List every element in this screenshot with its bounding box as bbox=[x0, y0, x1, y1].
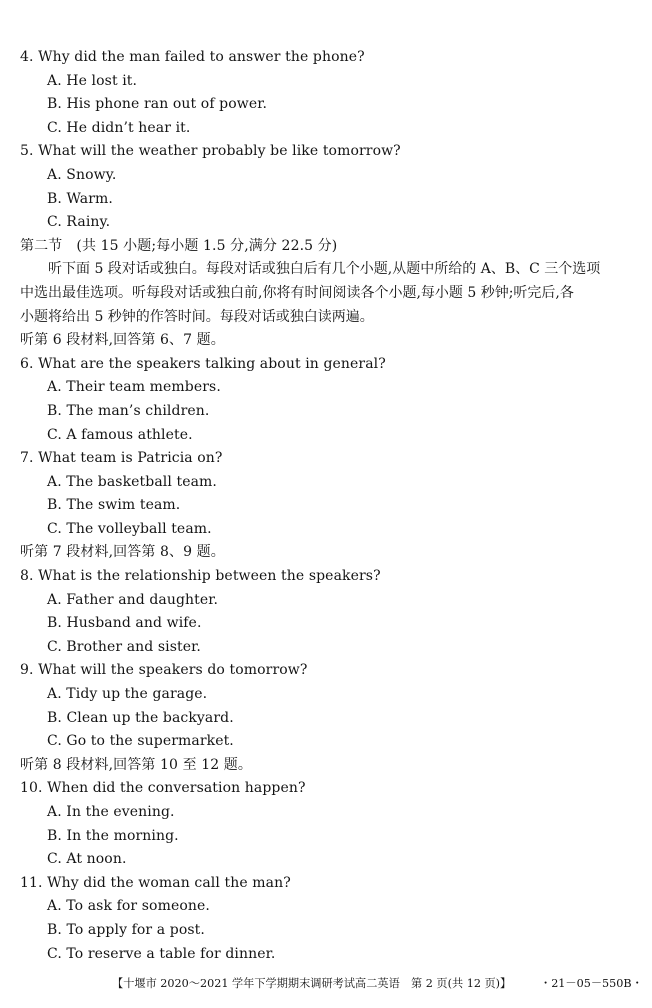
question-5-option-a: A. Snowy. bbox=[47, 166, 117, 183]
question-7-option-a: A. The basketball team. bbox=[47, 473, 217, 490]
question-11-option-c: C. To reserve a table for dinner. bbox=[47, 945, 276, 962]
question-8-option-b: B. Husband and wife. bbox=[47, 615, 202, 632]
question-11-option-a: A. To ask for someone. bbox=[47, 898, 210, 915]
question-4: 4. Why did the man failed to answer the phone? bbox=[20, 49, 365, 65]
footer-exam-info: 【十堰市 2020～2021 学年下学期期末调研考试高二英语 第 2 页(共 12 页)】 bbox=[112, 977, 512, 990]
material-8-heading: 听第 8 段材料,回答第 10 至 12 题。 bbox=[20, 756, 252, 773]
footer-code: ・21－05－550B・ bbox=[540, 977, 643, 990]
question-4-option-a: A. He lost it. bbox=[47, 72, 138, 89]
question-11: 11. Why did the woman call the man? bbox=[20, 874, 291, 891]
section-2-title: 第二节 (共 15 小题;每小题 1.5 分,满分 22.5 分) bbox=[20, 237, 338, 254]
question-5-option-c: C. Rainy. bbox=[47, 214, 111, 231]
question-9-option-c: C. Go to the supermarket. bbox=[47, 733, 234, 750]
section-2-instructions-line-1: 听下面 5 段对话或独白。每段对话或独白后有几个小题,从题中所给的 A、B、C 三个选项 bbox=[48, 261, 601, 278]
question-8-option-a: A. Father and daughter. bbox=[47, 591, 219, 608]
page-content bbox=[20, 46, 640, 966]
question-8-option-c: C. Brother and sister. bbox=[47, 638, 201, 655]
question-7: 7. What team is Patricia on? bbox=[20, 450, 223, 467]
question-4-option-c: C. He didn’t hear it. bbox=[47, 119, 191, 136]
material-6-heading: 听第 6 段材料,回答第 6、7 题。 bbox=[20, 332, 225, 349]
question-7-option-b: B. The swim team. bbox=[47, 497, 181, 514]
question-5-option-b: B. Warm. bbox=[47, 190, 113, 207]
section-2-instructions-line-3: 小题将给出 5 秒钟的作答时间。每段对话或独白读两遍。 bbox=[20, 308, 374, 325]
question-10-option-c: C. At noon. bbox=[47, 851, 127, 868]
page-footer bbox=[0, 974, 652, 994]
question-6-option-c: C. A famous athlete. bbox=[47, 426, 193, 443]
question-6-option-b: B. The man’s children. bbox=[47, 402, 210, 419]
question-6: 6. What are the speakers talking about in general? bbox=[20, 355, 386, 372]
question-8: 8. What is the relationship between the speakers? bbox=[20, 568, 381, 585]
question-9: 9. What will the speakers do tomorrow? bbox=[20, 662, 308, 679]
question-9-option-a: A. Tidy up the garage. bbox=[47, 686, 208, 703]
question-9-option-b: B. Clean up the backyard. bbox=[47, 709, 234, 726]
material-7-heading: 听第 7 段材料,回答第 8、9 题。 bbox=[20, 544, 225, 561]
question-10: 10. When did the conversation happen? bbox=[20, 780, 306, 797]
question-10-option-b: B. In the morning. bbox=[47, 827, 179, 844]
question-6-option-a: A. Their team members. bbox=[47, 379, 221, 396]
section-2-instructions-line-2: 中选出最佳选项。听每段对话或独白前,你将有时间阅读各个小题,每小题 5 秒钟;听完后,各 bbox=[20, 284, 574, 301]
question-5: 5. What will the weather probably be like tomorrow? bbox=[20, 143, 401, 160]
question-11-option-b: B. To apply for a post. bbox=[47, 921, 205, 938]
question-4-option-b: B. His phone ran out of power. bbox=[47, 96, 268, 113]
question-10-option-a: A. In the evening. bbox=[47, 804, 175, 820]
question-7-option-c: C. The volleyball team. bbox=[47, 520, 212, 537]
